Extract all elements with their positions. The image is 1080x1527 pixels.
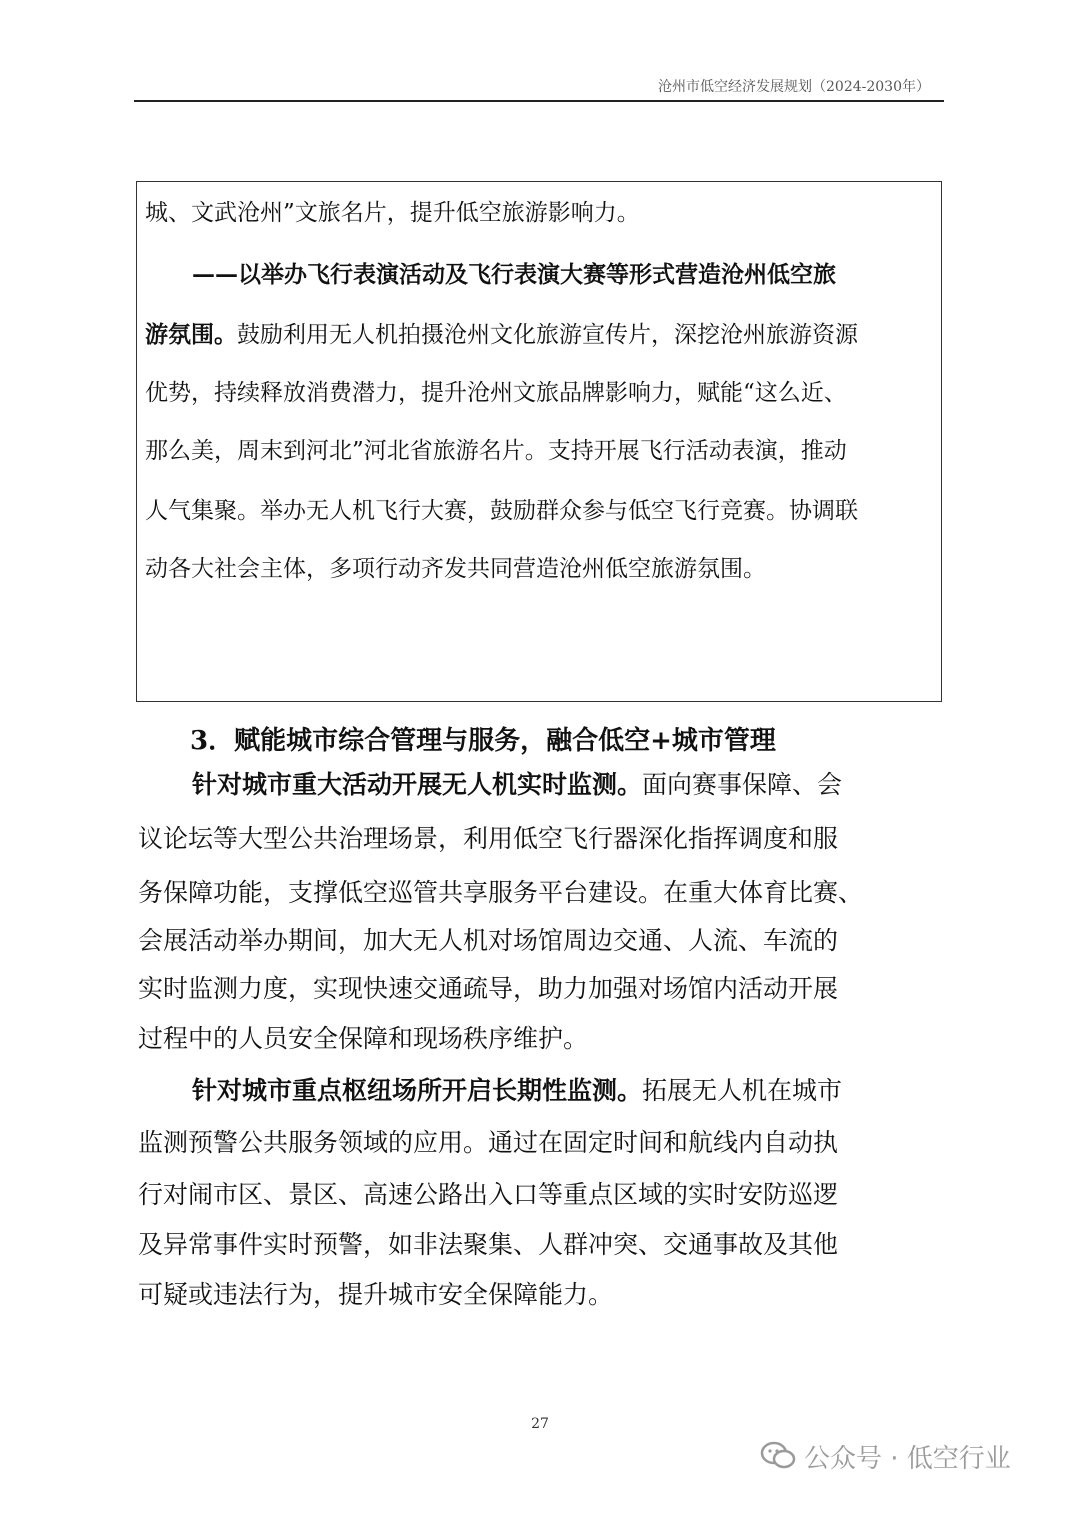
box-lines-line (145, 554, 766, 584)
text-segment: 城、文武沧州”文旅名片，提升低空旅游影响力。 (145, 200, 640, 226)
body-lines-line (138, 878, 863, 908)
text-segment: 鼓励利用无人机拍摄沧州文化旅游宣传片，深挖沧州旅游资源 (237, 322, 858, 348)
body-lines-line (138, 1128, 838, 1158)
body-lines-line (192, 1076, 842, 1106)
body-lines-line (138, 926, 838, 956)
text-segment: 那么美，周末到河北”河北省旅游名片。支持开展飞行活动表演，推动 (145, 438, 847, 464)
text-segment: 拓展无人机在城市 (642, 1076, 843, 1105)
text-segment: 面向赛事保障、会 (642, 770, 843, 799)
body-lines-line (138, 974, 838, 1004)
box-lines-line (145, 320, 858, 350)
text-segment: 过程中的人员安全保障和现场秩序维护。 (138, 1024, 589, 1053)
text-segment: 人气集聚。举办无人机飞行大赛，鼓励群众参与低空飞行竞赛。协调联 (145, 498, 858, 524)
watermark (760, 1436, 1011, 1476)
box-lines-line (145, 436, 847, 466)
text-segment: 优势，持续释放消费潜力，提升沧州文旅品牌影响力，赋能“这么近、 (145, 380, 847, 406)
body-lines-line (138, 1230, 838, 1260)
wechat-icon (760, 1441, 796, 1471)
box-lines-line (145, 378, 847, 408)
body-lines-line (138, 1280, 613, 1310)
body-lines-line (138, 824, 838, 854)
box-lines-line (192, 260, 836, 290)
section-heading: 3．赋能城市综合管理与服务，融合低空+城市管理 (190, 726, 776, 756)
box-lines-line (145, 496, 858, 526)
text-segment: 监测预警公共服务领域的应用。通过在固定时间和航线内自动执 (138, 1128, 839, 1157)
text-segment: 动各大社会主体，多项行动齐发共同营造沧州低空旅游氛围。 (145, 556, 766, 582)
header-rule (134, 100, 944, 102)
text-segment: 议论坛等大型公共治理场景，利用低空飞行器深化指挥调度和服 (138, 824, 839, 853)
body-lines-line (192, 770, 842, 800)
page-number: 27 (531, 1416, 549, 1432)
text-segment: 实时监测力度，实现快速交通疏导，助力加强对场馆内活动开展 (138, 974, 839, 1003)
text-segment: 针对城市重点枢纽场所开启长期性监测。 (192, 1076, 643, 1105)
text-segment: 及异常事件实时预警，如非法聚集、人群冲突、交通事故及其他 (138, 1230, 839, 1259)
text-segment: 针对城市重大活动开展无人机实时监测。 (192, 770, 643, 799)
body-lines-line (138, 1024, 588, 1054)
text-segment: ——以举办飞行表演活动及飞行表演大赛等形式营造沧州低空旅 (192, 261, 836, 288)
box-lines-line (145, 198, 640, 228)
running-header-title: 沧州市低空经济发展规划（2024-2030年） (658, 79, 930, 95)
text-segment: 游氛围。 (145, 321, 237, 348)
text-segment: 务保障功能，支撑低空巡管共享服务平台建设。在重大体育比赛、 (138, 878, 864, 907)
text-segment: 会展活动举办期间，加大无人机对场馆周边交通、人流、车流的 (138, 926, 839, 955)
text-segment: 行对闹市区、景区、高速公路出入口等重点区域的实时安防巡逻 (138, 1180, 839, 1209)
body-lines-line (138, 1180, 838, 1210)
watermark-text: 公众号 · 低空行业 (804, 1443, 1011, 1474)
text-segment: 可疑或违法行为，提升城市安全保障能力。 (138, 1280, 614, 1309)
